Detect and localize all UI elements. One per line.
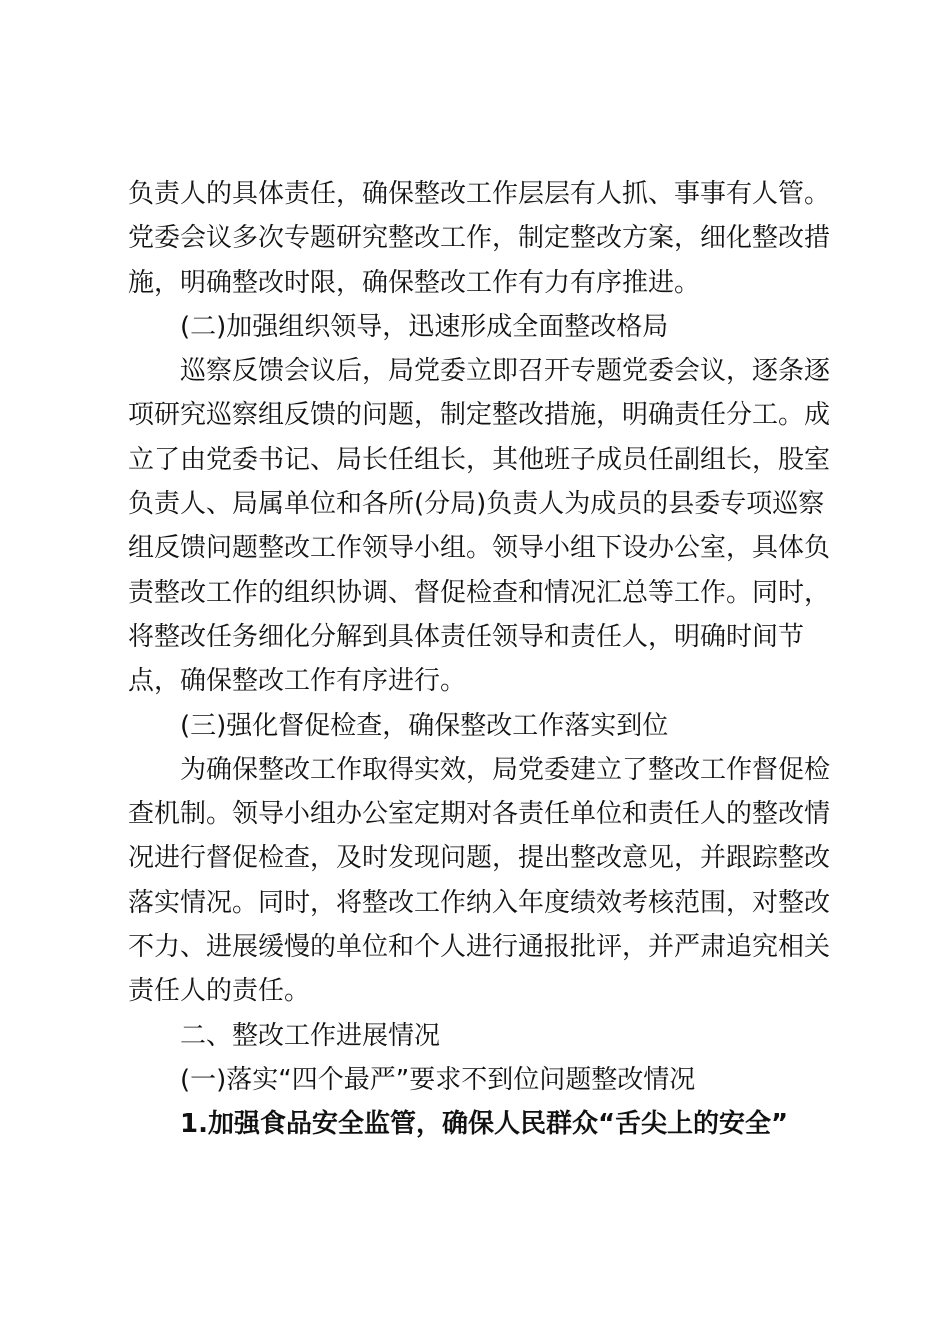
heading-line: (二)加强组织领导，迅速形成全面整改格局	[180, 311, 669, 342]
document-body	[128, 172, 831, 1147]
text-line: 落实情况。同时，将整改工作纳入年度绩效考核范围，对整改	[128, 887, 831, 918]
heading-line: 1.加强食品安全监管，确保人民群众“舌尖上的安全”	[180, 1109, 789, 1140]
text-line: 施，明确整改时限，确保整改工作有力有序推进。	[128, 267, 701, 298]
text-line: 责任人的责任。	[128, 976, 311, 1007]
section-heading-2	[128, 305, 828, 349]
text-line: 巡察反馈会议后，局党委立即召开专题党委会议，逐条逐	[180, 356, 831, 387]
chapter-heading-progress	[128, 1014, 828, 1058]
text-line: 查机制。领导小组办公室定期对各责任单位和责任人的整改情	[128, 799, 831, 830]
text-line: 点，确保整改工作有序进行。	[128, 666, 467, 697]
text-line: 党委会议多次专题研究整改工作，制定整改方案，细化整改措	[128, 223, 831, 254]
heading-line: 二、整改工作进展情况	[180, 1020, 441, 1051]
text-line: 负责人、局属单位和各所(分局)负责人为成员的县委专项巡察	[128, 489, 825, 520]
heading-line: (一)落实“四个最严”要求不到位问题整改情况	[180, 1064, 696, 1095]
section-heading-3	[128, 704, 828, 748]
section-heading-1	[128, 1058, 828, 1102]
subsection-heading-food-safety	[128, 1102, 828, 1146]
text-line: 将整改任务细化分解到具体责任领导和责任人，明确时间节	[128, 621, 805, 652]
text-line: 况进行督促检查，及时发现问题，提出整改意见，并跟踪整改	[128, 843, 831, 874]
paragraph-supervision	[128, 748, 831, 1014]
text-line: 为确保整改工作取得实效，局党委建立了整改工作督促检	[180, 754, 831, 785]
paragraph-organization	[128, 349, 831, 703]
text-line: 不力、进展缓慢的单位和个人进行通报批评，并严肃追究相关	[128, 932, 831, 963]
paragraph-continued	[128, 172, 831, 305]
text-line: 责整改工作的组织协调、督促检查和情况汇总等工作。同时，	[128, 577, 831, 608]
text-line: 负责人的具体责任，确保整改工作层层有人抓、事事有人管。	[128, 179, 831, 209]
heading-line: (三)强化督促检查，确保整改工作落实到位	[180, 710, 669, 741]
text-line: 项研究巡察组反馈的问题，制定整改措施，明确责任分工。成	[128, 400, 831, 431]
text-line: 组反馈问题整改工作领导小组。领导小组下设办公室，具体负	[128, 533, 831, 564]
text-line: 立了由党委书记、局长任组长，其他班子成员任副组长，股室	[128, 444, 831, 475]
